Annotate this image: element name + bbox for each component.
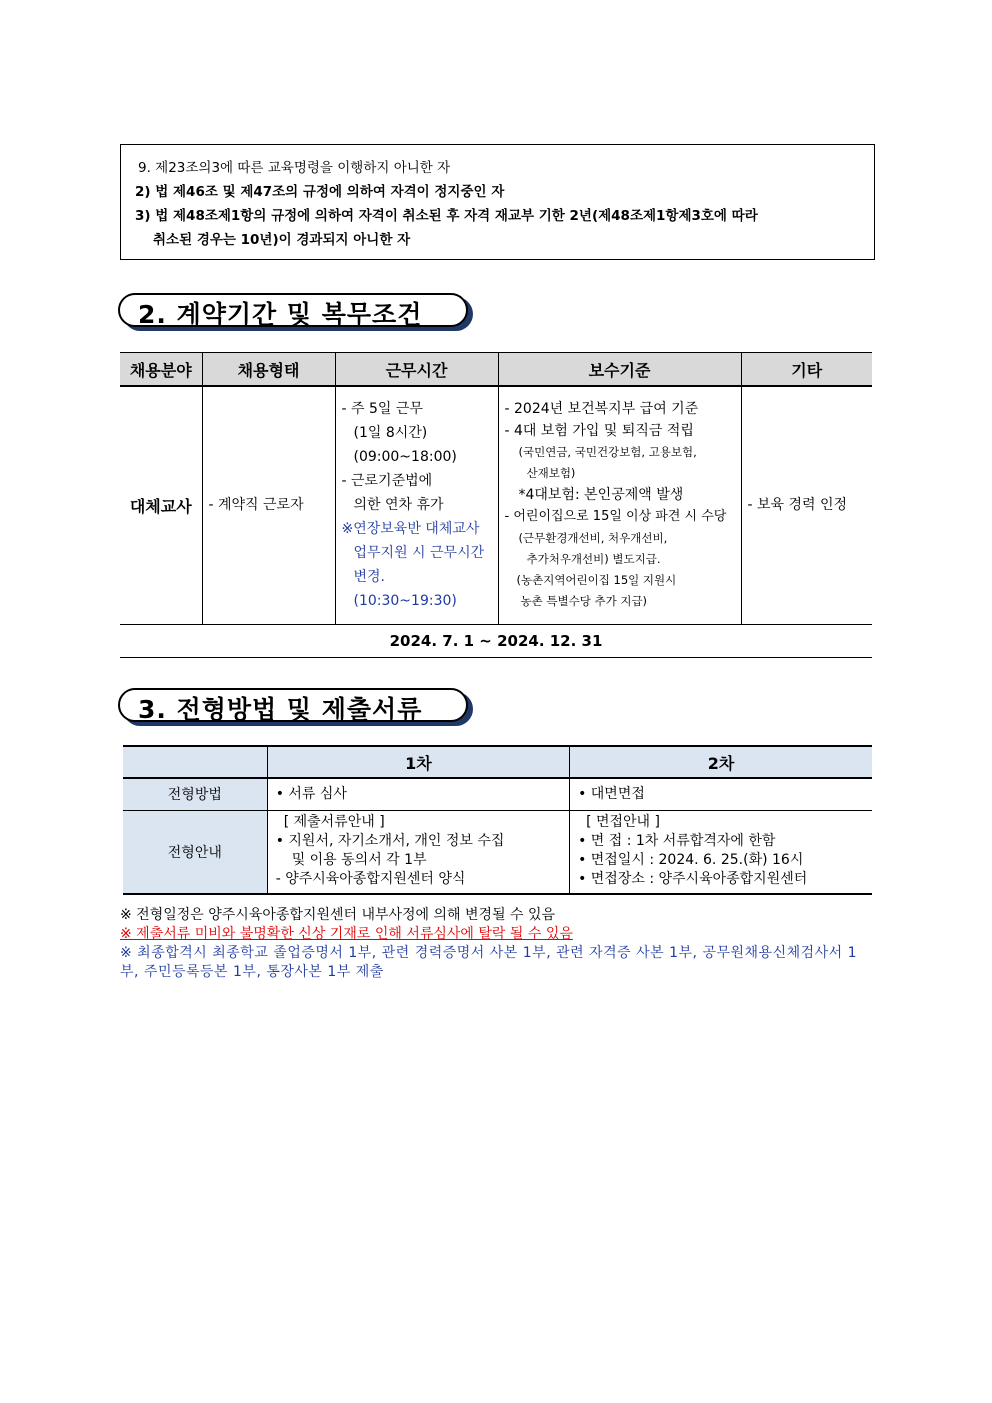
header-type: 채용형태 [202, 353, 335, 387]
method-row [123, 778, 872, 810]
interview-line: • 면접일시 : 2024. 6. 25.(화) 16시 [578, 851, 804, 868]
pay-line: - 어린이집으로 15일 이상 파견 시 수당 [504, 509, 727, 525]
pay-cell [498, 386, 741, 624]
header-hours: 근무시간 [335, 353, 498, 387]
hours-line: - 주 5일 근무 [341, 401, 423, 418]
interview-title: [ 면접안내 ] [586, 813, 660, 830]
pay-line: 추가처우개선비) 별도지급. [526, 552, 661, 567]
hours-line: (09:00~18:00) [353, 449, 457, 466]
header-pay: 보수기준 [498, 353, 741, 387]
method-first: • 서류 심사 [267, 778, 569, 810]
pay-line: - 2024년 보건복지부 급여 기준 [504, 401, 699, 418]
header-field: 채용분야 [120, 353, 202, 387]
pay-line: (근무환경개선비, 처우개선비, [518, 531, 668, 546]
docs-line: • 지원서, 자기소개서, 개인 정보 수집 [275, 832, 505, 849]
header-etc: 기타 [741, 353, 872, 387]
note-warning: ※ 제출서류 미비와 불명확한 신상 기재로 인해 서류심사에 탈락 될 수 있음 [120, 926, 573, 942]
field-cell: 대체교사 [120, 386, 202, 624]
selection-table [123, 745, 872, 895]
hours-note: ※연장보육반 대체교사 [341, 521, 480, 538]
hours-cell [335, 386, 498, 624]
contract-table-row [120, 386, 872, 624]
docs-guide [267, 810, 569, 894]
interview-guide [570, 810, 872, 894]
method-second: • 대면면접 [570, 778, 872, 810]
hours-line: - 근로기준법에 [341, 473, 433, 490]
contract-table [120, 352, 872, 658]
note-schedule: ※ 전형일정은 양주시육아종합지원센터 내부사정에 의해 변경될 수 있음 [120, 907, 556, 923]
header-first-round: 1차 [267, 746, 569, 778]
method-label: 전형방법 [123, 778, 267, 810]
header-second-round: 2차 [570, 746, 872, 778]
pay-line: 산재보험) [526, 466, 576, 481]
contract-period: 2024. 7. 1 ~ 2024. 12. 31 [120, 624, 872, 657]
section3-heading [118, 688, 476, 726]
docs-title: [ 제출서류안내 ] [283, 813, 385, 830]
pay-line: *4대보험: 본인공제액 발생 [518, 487, 684, 504]
interview-line: • 면 접 : 1차 서류합격자에 한함 [578, 832, 776, 849]
pay-line: 농촌 특별수당 추가 지급) [520, 594, 648, 609]
criteria-line-3b: 취소된 경우는 10년)이 경과되지 아니한 자 [153, 232, 411, 248]
etc-cell: - 보육 경력 인정 [741, 386, 872, 624]
section2-heading-text: 2. 계약기간 및 복무조건 [138, 300, 423, 329]
disqualification-box [120, 144, 875, 260]
guide-row [123, 810, 872, 894]
notes [120, 906, 875, 982]
pay-line: (국민연금, 국민건강보험, 고용보험, [518, 445, 697, 460]
criteria-line-3a: 3) 법 제48조제1항의 규정에 의하여 자격이 취소된 후 자격 재교부 기한 2년(제48조제1항제3호에 따라 [135, 208, 758, 224]
docs-line: - 양주시육아종합지원센터 양식 [275, 870, 466, 887]
hours-note: 변경. (10:30~19:30) [353, 569, 457, 610]
header-blank [123, 746, 267, 778]
criteria-line-2: 2) 법 제46조 및 제47조의 규정에 의하여 자격이 정지중인 자 [135, 184, 505, 200]
hours-line: (1일 8시간) [353, 425, 428, 442]
hours-line: 의한 연차 휴가 [353, 497, 444, 514]
pay-line: - 4대 보험 가입 및 퇴직금 적립 [504, 423, 694, 440]
interview-line: • 면접장소 : 양주시육아종합지원센터 [578, 870, 808, 887]
period-row [120, 624, 872, 657]
contract-table-header [120, 353, 872, 387]
criteria-line-9: 9. 제23조의3에 따른 교육명령을 이행하지 아니한 자 [138, 160, 451, 176]
pay-line: (농촌지역어린이집 15일 지원시 [516, 573, 677, 588]
section2-heading [118, 293, 476, 331]
guide-label: 전형안내 [123, 810, 267, 894]
docs-line: 및 이용 동의서 각 1부 [291, 851, 427, 868]
note-final-docs: ※ 최종합격시 최종학교 졸업증명서 1부, 관련 경력증명서 사본 1부, 관련 자격증 사본 1부, 공무원채용신체검사서 1부, 주민등록등본 1부, 통장사본 1부 제출 [120, 945, 858, 980]
selection-table-header [123, 746, 872, 778]
hours-note: 업무지원 시 근무시간 [353, 545, 485, 562]
type-cell: - 계약직 근로자 [202, 386, 335, 624]
section3-heading-text: 3. 전형방법 및 제출서류 [138, 695, 423, 724]
